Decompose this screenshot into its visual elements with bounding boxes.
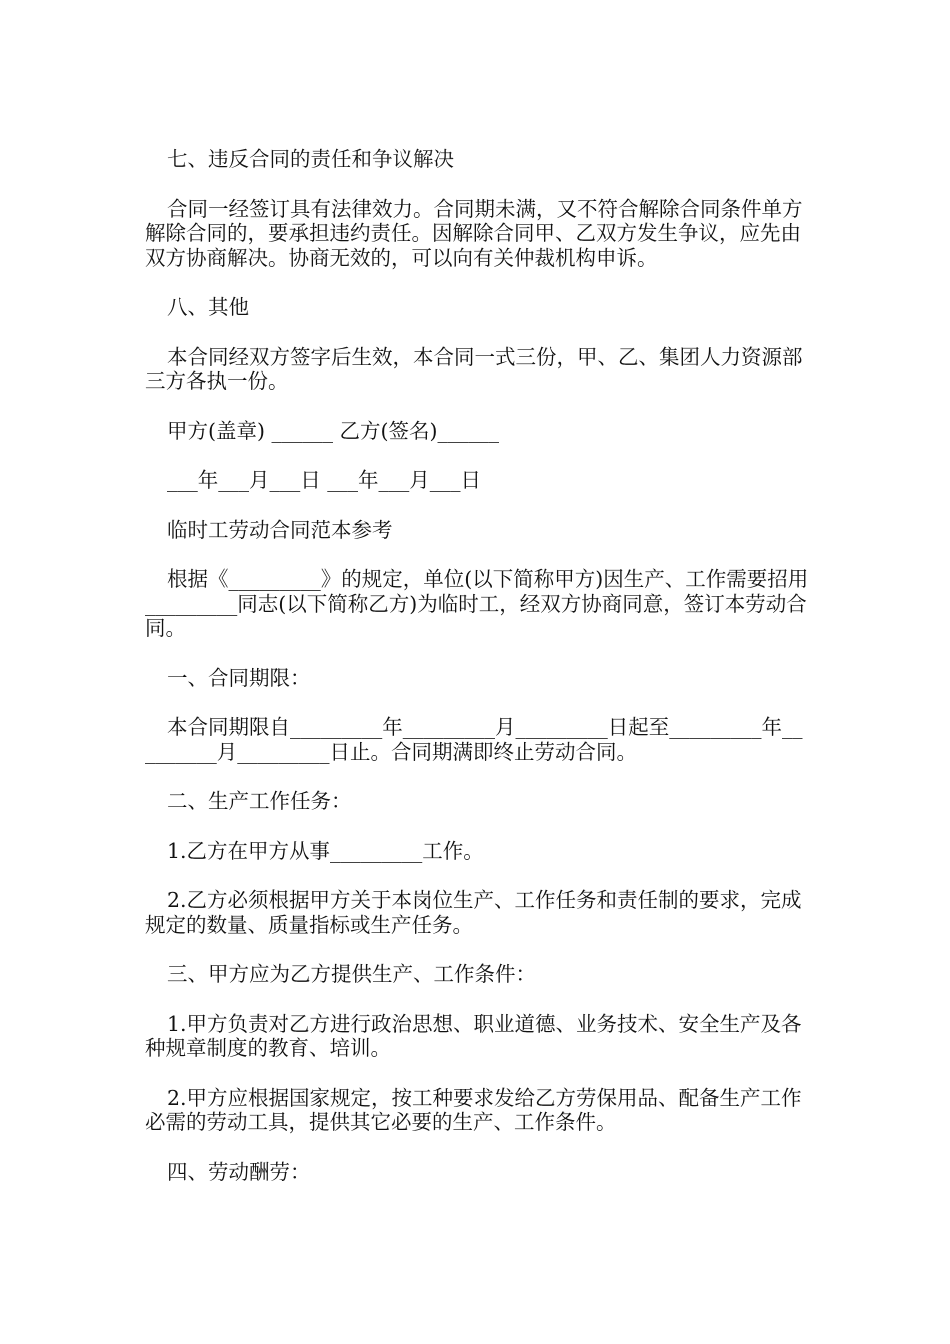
section-heading-conditions: 三、甲方应为乙方提供生产、工作条件：	[167, 962, 536, 986]
paragraph-task-2: 2.乙方必须根据甲方关于本岗位生产、工作任务和责任制的要求，完成规定的数量、质量指标或生产任务。	[145, 888, 802, 937]
paragraph-term: 本合同期限自_________年_________月_________日起至_________年_________月_________日止。合同期满即终止劳动合同。	[145, 715, 803, 764]
paragraph-conditions-1: 1.甲方负责对乙方进行政治思想、职业道德、业务技术、安全生产及各种规章制度的教育、培训。	[145, 1011, 802, 1060]
document-subtitle: 临时工劳动合同范本参考	[167, 517, 393, 542]
section-heading-breach: 七、违反合同的责任和争议解决	[167, 147, 454, 171]
paragraph-breach-liability: 合同一经签订具有法律效力。合同期未满，又不符合解除合同条件单方解除合同的，要承担违约责任。因解除合同甲、乙双方发生争议，应先由双方协商解决。协商无效的，可以向有关仲裁机构申诉。	[145, 196, 803, 270]
section-heading-pay: 四、劳动酬劳：	[167, 1159, 311, 1184]
section-heading-tasks: 二、生产工作任务：	[167, 789, 352, 813]
paragraph-conditions-2: 2.甲方应根据国家规定，按工种要求发给乙方劳保用品、配备生产工作必需的劳动工具，提供其它必要的生产、工作条件。	[145, 1085, 802, 1134]
paragraph-effective: 本合同经双方签字后生效，本合同一式三份，甲、乙、集团人力资源部三方各执一份。	[145, 344, 803, 393]
paragraph-task-1: 1.乙方在甲方从事_________工作。	[167, 838, 484, 863]
document-body	[145, 147, 810, 1184]
paragraph-preamble: 根据《_________》的规定，单位(以下简称甲方)因生产、工作需要招用_________同志(以下简称乙方)为临时工，经双方协商同意，签订本劳动合同。	[145, 567, 809, 640]
section-heading-term: 一、合同期限：	[167, 665, 311, 690]
date-line: ___年___月___日 ___年___月___日	[167, 468, 482, 492]
signature-line: 甲方(盖章) ______ 乙方(签名)______	[167, 418, 500, 443]
section-heading-other: 八、其他	[167, 295, 249, 319]
